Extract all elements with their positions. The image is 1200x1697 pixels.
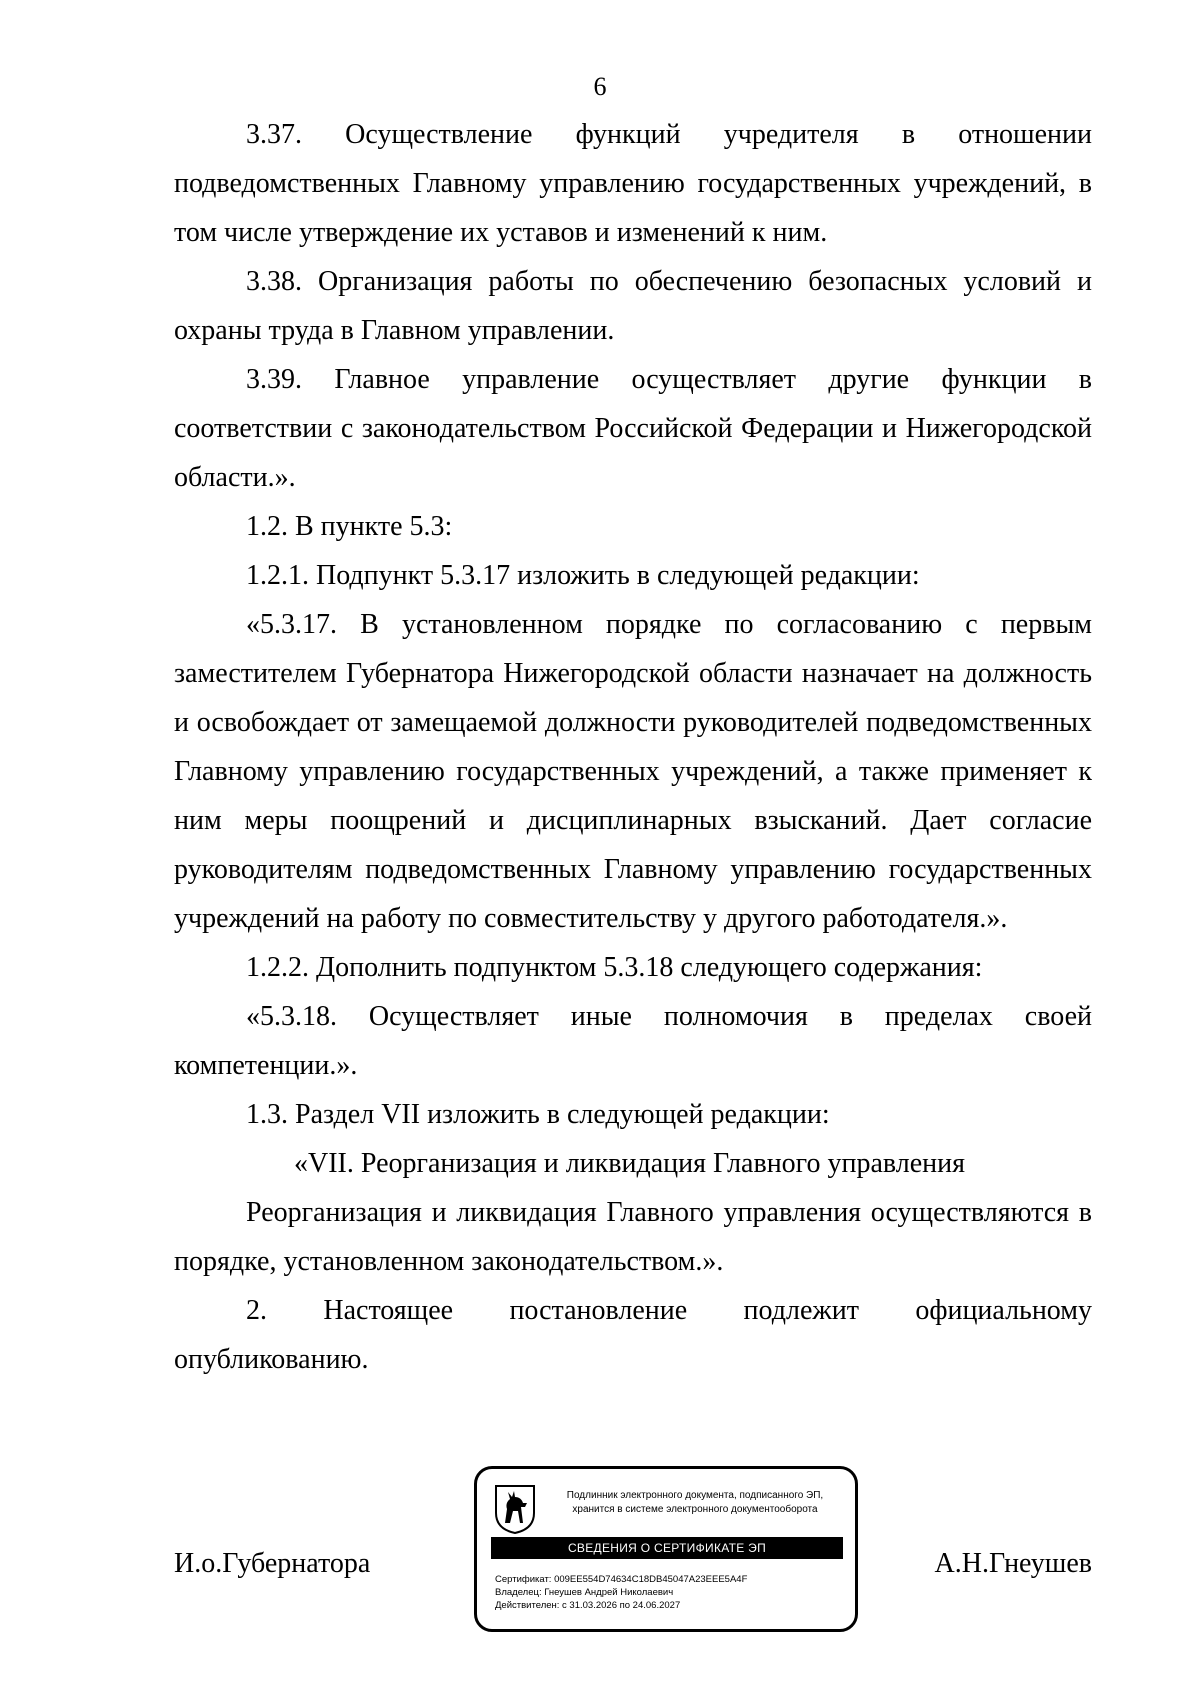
paragraph-3-38: 3.38. Организация работы по обеспечению безопасных условий и охраны труда в Главном управлении.	[174, 266, 1092, 346]
paragraph-3-37: 3.37. Осуществление функций учредителя в отношении подведомственных Главному управлению государственных учреждений, в том числе утверждение их уставов и изменений к ним.	[174, 119, 1092, 248]
document-body	[174, 110, 1092, 1384]
section-heading: «VII. Реорганизация и ликвидация Главного управления	[294, 1148, 965, 1179]
paragraph-1-2-1: 1.2.1. Подпункт 5.3.17 изложить в следующей редакции:	[246, 560, 920, 591]
paragraph-2: 2. Настоящее постановление подлежит официальному опубликованию.	[174, 1295, 1092, 1375]
stamp-header: СВЕДЕНИЯ О СЕРТИФИКАТЕ ЭП	[491, 1537, 843, 1559]
certificate-details	[495, 1573, 747, 1612]
paragraph-5-3-18: «5.3.18. Осуществляет иные полномочия в пределах своей компетенции.».	[174, 1001, 1092, 1081]
coat-of-arms-icon	[493, 1483, 537, 1535]
electronic-signature-stamp	[474, 1466, 858, 1632]
signatory-name: А.Н.Гнеушев	[934, 1548, 1092, 1579]
paragraph-1-3: 1.3. Раздел VII изложить в следующей редакции:	[246, 1099, 830, 1130]
signatory-position: И.о.Губернатора	[174, 1548, 371, 1579]
paragraph-1-2-2: 1.2.2. Дополнить подпунктом 5.3.18 следующего содержания:	[246, 952, 983, 983]
paragraph-1-2: 1.2. В пункте 5.3:	[246, 511, 453, 542]
page-number: 6	[593, 72, 607, 101]
stamp-note-line-2: хранится в системе электронного документооборота	[572, 1504, 818, 1515]
paragraph-3-39: 3.39. Главное управление осуществляет другие функции в соответствии с законодательством Российской Федерации и Нижегородской области.».	[174, 364, 1092, 493]
certificate-owner: Владелец: Гнеушев Андрей Николаевич	[495, 1587, 674, 1598]
stamp-note-line-1: Подлинник электронного документа, подписанного ЭП,	[566, 1490, 824, 1501]
certificate-number: Сертификат: 009EE554D74634C18DB45047A23EEE5A4F	[495, 1574, 748, 1585]
paragraph-reorganization: Реорганизация и ликвидация Главного управления осуществляются в порядке, установленном законодательством.».	[174, 1197, 1092, 1277]
certificate-validity: Действителен: с 31.03.2026 по 24.06.2027	[495, 1600, 681, 1611]
paragraph-5-3-17: «5.3.17. В установленном порядке по согласованию с первым заместителем Губернатора Нижегородской области назначает на должность и освобождает от замещаемой должности руководителей подведомственных Главному управлению государственных учреждений, а также применяет к ним меры поощрений и дисциплинарных взысканий. Дает согласие руководителям подведомственных Главному управлению государственных учреждений на работу по совместительству у другого работодателя.».	[174, 609, 1092, 934]
stamp-note	[545, 1489, 845, 1517]
